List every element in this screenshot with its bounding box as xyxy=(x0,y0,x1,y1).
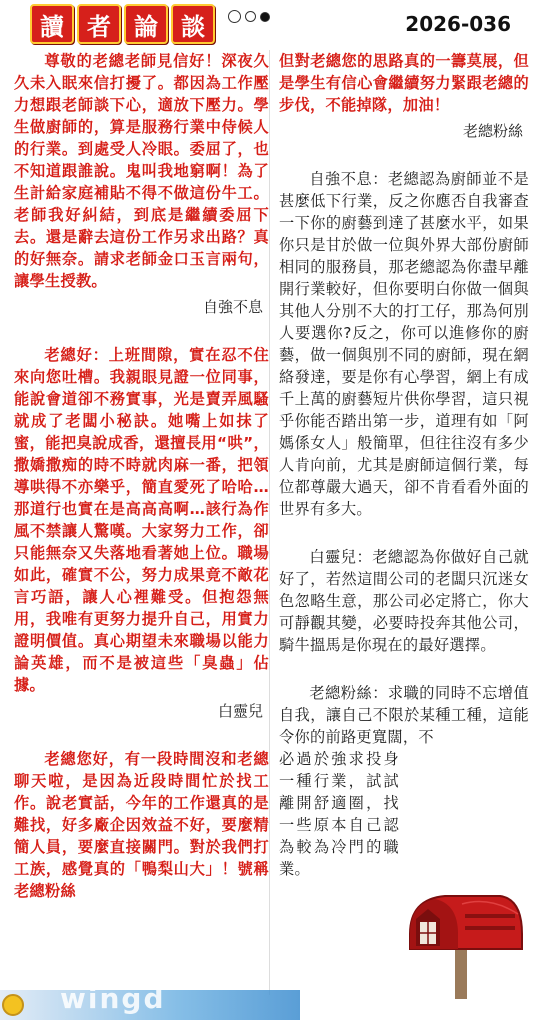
letter-3-continued: 但對老總您的思路真的一籌莫展，但是學生有信心會繼續努力緊跟老總的步伐，不能掉隊，加油！ xyxy=(279,52,529,114)
reply-2-body: 白靈兒：老總認為你做好自己就好了，若然這間公司的老闆只沉迷女色忽略生意，那公司必定將亡，你大可靜觀其變，必要時投奔其他公司，騎牛搵馬是你現在的最好選擇。 xyxy=(279,548,529,654)
reply-3-line2: 必過於強求投身一種行業，試試離開舒適圈，找一些原本自己認為較為冷門的職業。 xyxy=(279,750,399,878)
reply-1-body: 自強不息：老總認為廚師並不是甚麼低下行業，反之你應否自我審查一下你的廚藝到達了甚麼水平，如果你只是甘於做一位與外界大部份廚師相同的服務員，那老總認為你盡早離開行業較好，但你要明白你做一個與其他人分別不大的打工仔，那為何別人要選你?反之，你可以進修你的廚藝，做一個與別不同的廚師，現在網絡發達，要是你有心學習，網上有成千上萬的廚藝短片供你學習，這只視乎你能否踏出第一步，道理有如「阿媽係女人」般簡單，但往往沒有多少人肯向前，尤其是廚師這個行業，每位都尊嚴大過天，卻不肯看看外面的世界有多大。 xyxy=(279,170,529,518)
letter-3-body: 老總您好，有一段時間沒和老總聊天啦，是因為近段時間忙於找工作。說老實話，今年的工作還真的是難找，好多廠企因效益不好，要麼精簡人員，要麼直接關門。對於我們打工族，感覺真的「鴨梨山大」！號稱老總粉絲 xyxy=(14,750,269,900)
letter-2-signature: 白靈兒 xyxy=(217,702,263,720)
title-char-2: 者 xyxy=(77,4,121,44)
watermark-text: wingd xyxy=(60,982,166,1015)
mailbox-icon xyxy=(400,874,530,999)
filled-circle-icon xyxy=(260,12,270,22)
coin-logo-icon xyxy=(2,994,24,1016)
page-header xyxy=(0,0,545,44)
letter-1-signature: 自強不息 xyxy=(202,298,263,316)
section-title xyxy=(30,4,215,44)
letter-2-body: 老總好：上班間隙，實在忍不住來向您吐槽。我親眼見證一位同事，能說會道卻不務實事，光是賣弄風騷就成了老闆小秘訣。她嘴上如抹了蜜，能把臭說成香，還擅長用“哄”，撒嬌撒痴的時不時就肉麻一番，把領導哄得不亦樂乎，簡直愛死了哈哈…那道行也實在是高高高啊…該行為作風不禁讓人驚嘆。大家努力工作，卻只能無奈又失落地看著她上位。職場如此，確實不公，努力成果竟不敵花言巧語，讓人心裡難受。但抱怨無用，我唯有更努力提升自己，用實力證明價值。真心期望未來職場以能力論英雄，而不是被這些「臭蟲」佔據。 xyxy=(14,346,269,694)
title-char-3: 論 xyxy=(124,4,168,44)
letter-1-body: 尊敬的老總老師見信好！深夜久久未入眠來信打擾了。都因為工作壓力想跟老師談下心，適放下壓力。學生做廚師的，算是服務行業中侍候人的行業。到處受人冷眼。委屈了，也不知道跟誰說。鬼叫我地窮啊！為了生計給家庭補貼不得不做這份牛工。老師我好糾結，到底是繼續委屈下去。還是辭去這份工作另求出路？真的好無奈。請求老師金口玉言兩句，讓學生授教。 xyxy=(14,52,269,290)
circle-icon xyxy=(228,10,241,23)
issue-number: 2026-036 xyxy=(405,12,511,36)
column-divider xyxy=(269,50,270,995)
title-char-1: 讀 xyxy=(30,4,74,44)
letter-3-signature: 老總粉絲 xyxy=(462,122,523,140)
left-column xyxy=(14,50,269,902)
circle-icon xyxy=(245,11,256,22)
reply-3-line1: 老總粉絲：求職的同時不忘增值自我，讓自己不限於某種工種，這能令你的前路更寬闊，不 xyxy=(279,684,529,746)
decorative-dots xyxy=(228,10,270,23)
title-char-4: 談 xyxy=(171,4,215,44)
right-column xyxy=(279,50,529,880)
